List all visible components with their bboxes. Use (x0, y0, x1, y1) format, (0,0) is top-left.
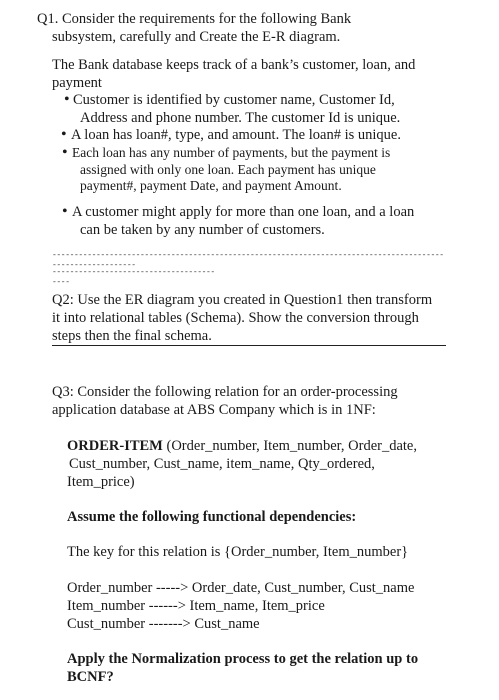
q1-bullet1-line1: Customer is identified by customer name, Customer Id, (73, 92, 395, 108)
relation-attrs-line3: Item_price) (67, 474, 135, 490)
functional-dependency-1: Order_number -----> Order_date, Cust_number, Cust_name (67, 580, 415, 596)
relation-line1 (67, 437, 417, 455)
dashed-separator: ------------------------------------------------------------------------------------------------------------ (52, 251, 444, 270)
q2-line3: steps then the final schema. (52, 328, 212, 344)
relation-name: ORDER-ITEM (67, 438, 163, 454)
q1-bullet4-line2: can be taken by any number of customers. (80, 222, 325, 238)
relation-attrs-line1: (Order_number, Item_number, Order_date, (162, 438, 417, 454)
q2-underline (52, 345, 446, 346)
q1-bullet3-line1: Each loan has any number of payments, but the payment is (72, 145, 391, 160)
q1-heading-line1: Q1. Consider the requirements for the following Bank (37, 11, 352, 27)
functional-dependency-3: Cust_number -------> Cust_name (67, 616, 260, 632)
q1-bullet2-line1: A loan has loan#, type, and amount. The loan# is unique. (71, 127, 401, 143)
bullet-icon: • (64, 91, 70, 108)
q1-bullet3-line2: assigned with only one loan. Each payment has unique (80, 162, 376, 177)
q1-intro-line1: The Bank database keeps track of a bank’s customer, loan, and (52, 57, 416, 73)
assume-heading: Assume the following functional dependencies: (67, 509, 357, 525)
q1-intro-line2: payment (52, 75, 102, 91)
q1-bullet4-line1: A customer might apply for more than one loan, and a loan (72, 204, 415, 220)
q1-bullet1-line2: Address and phone number. The customer Id is unique. (80, 110, 401, 126)
apply-instruction-line2: BCNF? (67, 669, 114, 685)
bullet-icon: • (62, 144, 68, 161)
q2-line2: it into relational tables (Schema). Show the conversion through (52, 310, 419, 326)
q3-line1: Q3: Consider the following relation for an order-processing (52, 384, 398, 400)
bullet-icon: • (61, 126, 67, 143)
q1-heading-line2: subsystem, carefully and Create the E-R diagram. (52, 29, 341, 45)
q3-line2: application database at ABS Company which is in 1NF: (52, 402, 376, 418)
relation-attrs-line2: Cust_number, Cust_name, item_name, Qty_ordered, (69, 456, 375, 472)
key-statement: The key for this relation is {Order_number, Item_number} (67, 544, 409, 560)
dashed-separator: ----------------------------------------- (52, 268, 215, 287)
q1-bullet3-line3: payment#, payment Date, and payment Amount. (80, 178, 342, 193)
functional-dependency-2: Item_number ------> Item_name, Item_price (67, 598, 325, 614)
bullet-icon: • (62, 203, 68, 220)
q2-line1: Q2: Use the ER diagram you created in Question1 then transform (52, 292, 433, 308)
apply-instruction-line1: Apply the Normalization process to get the relation up to (67, 651, 419, 667)
